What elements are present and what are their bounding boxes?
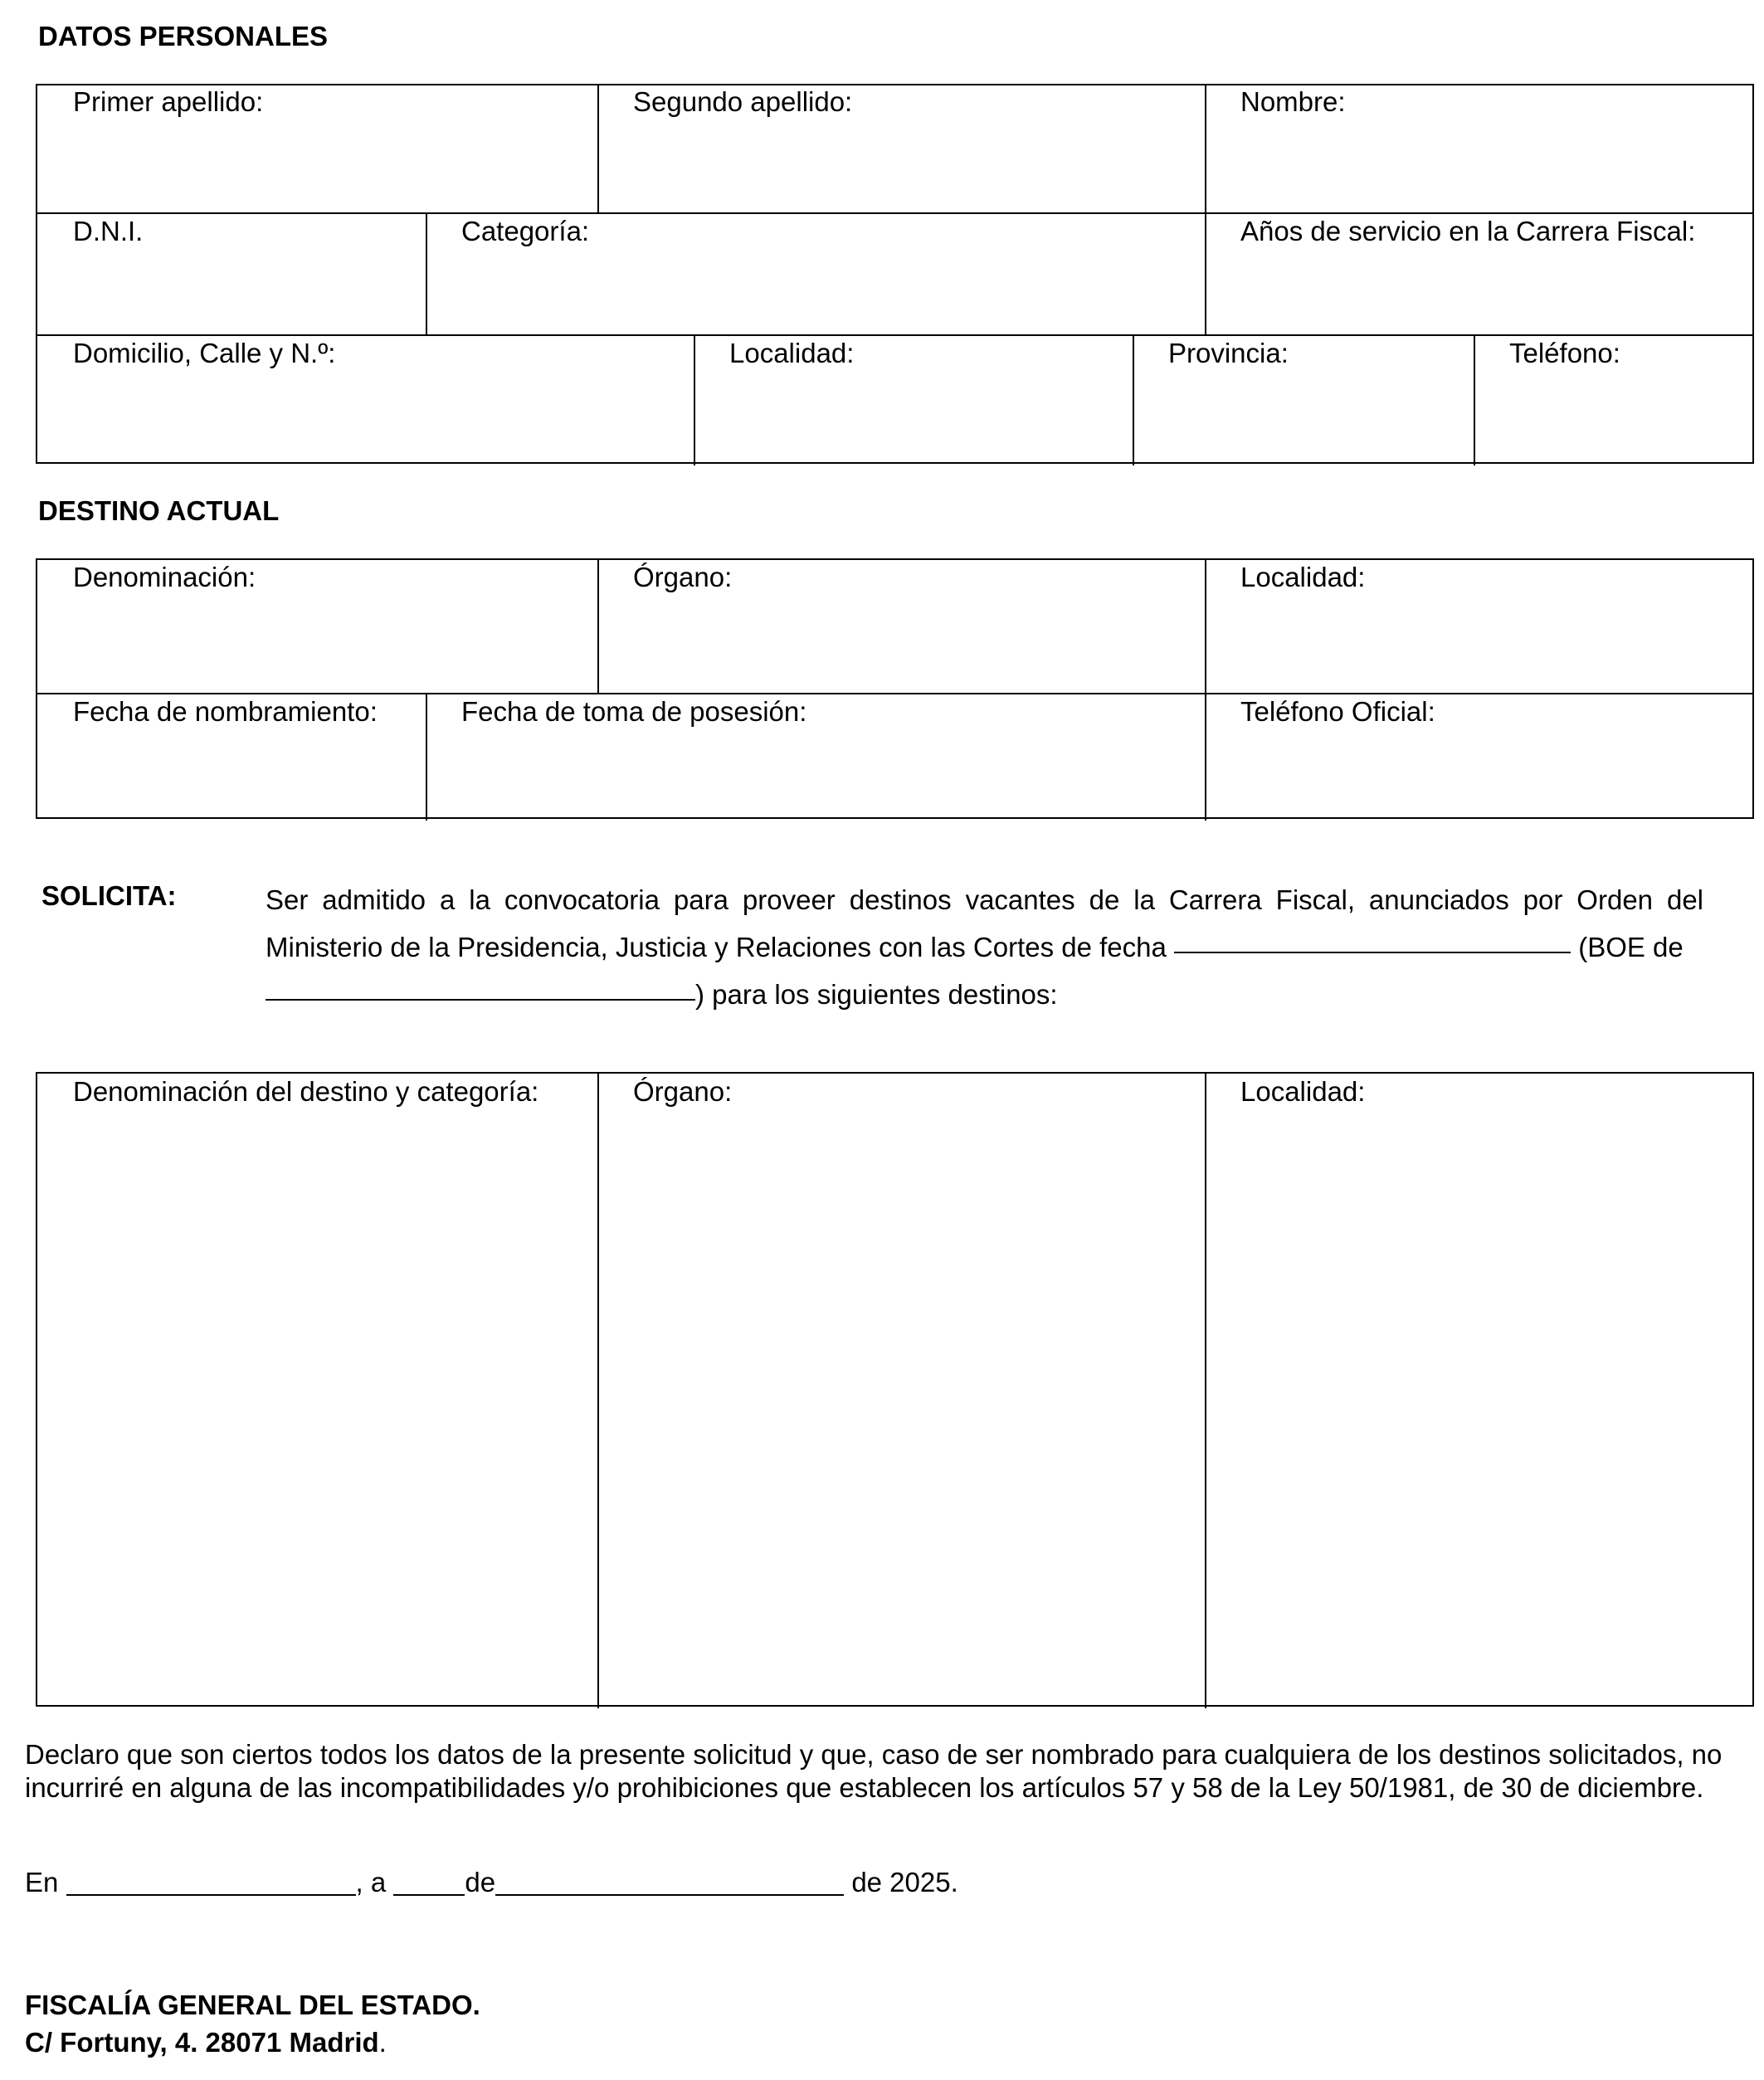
destinos-organo-label: Órgano:: [633, 1076, 733, 1107]
localidad-label: Localidad:: [729, 338, 855, 368]
section-heading-datos-personales: DATOS PERSONALES: [38, 21, 328, 51]
provincia-label: Provincia:: [1168, 338, 1289, 368]
col-divider: [597, 560, 599, 693]
mes-input[interactable]: [495, 1868, 844, 1896]
destino-localidad-label: Localidad:: [1240, 562, 1366, 592]
row-divider: [37, 693, 1752, 694]
destinos-localidad-label: Localidad:: [1240, 1076, 1366, 1107]
dni-label: D.N.I.: [73, 216, 144, 246]
section-heading-destino-actual: DESTINO ACTUAL: [38, 495, 280, 526]
solicita-label: SOLICITA:: [41, 880, 177, 911]
lugar-input[interactable]: [66, 1868, 356, 1896]
row-divider: [37, 212, 1752, 214]
denominacion-categoria-field[interactable]: [37, 1074, 597, 1704]
footer-direccion-text: C/ Fortuny, 4. 28071 Madrid: [25, 2027, 379, 2058]
solicita-boe-label: (BOE de: [1578, 932, 1684, 962]
destinos-localidad-field[interactable]: [1207, 1074, 1753, 1704]
col-divider: [597, 85, 599, 212]
telefono-oficial-label: Teléfono Oficial:: [1240, 696, 1435, 727]
solicita-text: [266, 876, 1703, 1018]
denominacion-label: Denominación:: [73, 562, 256, 592]
boe-fecha-input[interactable]: [266, 972, 695, 1001]
col-divider: [426, 212, 427, 334]
footer-organismo: FISCALÍA GENERAL DEL ESTADO.: [25, 1990, 480, 2020]
solicita-text-part1: Ser admitido a la convocatoria para proveer destinos vacantes de la Carrera Fiscal, anunciados por Orden del Ministerio de la Presidencia, Justicia y Relaciones con las Cortes de fecha: [266, 884, 1703, 962]
col-divider: [1133, 334, 1134, 465]
categoria-label: Categoría:: [461, 216, 590, 246]
destinos-organo-field[interactable]: [600, 1074, 1205, 1704]
col-divider: [426, 693, 427, 821]
col-divider: [694, 334, 695, 465]
fecha-en-label: En: [25, 1867, 59, 1897]
col-divider: [1205, 1074, 1206, 1708]
telefono-label: Teléfono:: [1509, 338, 1620, 368]
solicita-text-part3: ) para los siguientes destinos:: [695, 979, 1058, 1010]
col-divider: [1205, 560, 1206, 821]
anos-servicio-label: Años de servicio en la Carrera Fiscal:: [1240, 216, 1696, 246]
fecha-year-label: de 2025.: [851, 1867, 958, 1897]
fecha-toma-posesion-label: Fecha de toma de posesión:: [461, 696, 807, 727]
col-divider: [1474, 334, 1475, 465]
organo-label: Órgano:: [633, 562, 733, 592]
orden-fecha-input[interactable]: [1174, 925, 1571, 953]
footer-direccion: [25, 2026, 387, 2059]
footer-direccion-suffix: .: [378, 2027, 387, 2058]
destino-actual-table: [36, 558, 1754, 819]
destinos-solicitados-table: [36, 1072, 1754, 1707]
primer-apellido-label: Primer apellido:: [73, 86, 264, 117]
segundo-apellido-label: Segundo apellido:: [633, 86, 853, 117]
nombre-label: Nombre:: [1240, 86, 1346, 117]
row-divider: [37, 334, 1752, 336]
fecha-firma-line: [25, 1866, 958, 1899]
fecha-de-label: de: [465, 1867, 496, 1897]
datos-personales-table: [36, 84, 1754, 464]
fecha-nombramiento-label: Fecha de nombramiento:: [73, 696, 378, 727]
declaracion-text: Declaro que son ciertos todos los datos de la presente solicitud y que, caso de ser nombrado para cualquiera de los destinos solicitados, no incurriré en alguna de las incompatibilidades y/o prohibiciones que establecen los artículos 57 y 58 de la Ley 50/1981, de 30 de diciembre.: [25, 1739, 1723, 1803]
fecha-a-label: , a: [355, 1867, 387, 1897]
denominacion-categoria-label: Denominación del destino y categoría:: [73, 1076, 539, 1107]
col-divider: [1205, 85, 1206, 334]
domicilio-label: Domicilio, Calle y N.º:: [73, 338, 336, 368]
col-divider: [597, 1074, 599, 1708]
dia-input[interactable]: [393, 1868, 465, 1896]
